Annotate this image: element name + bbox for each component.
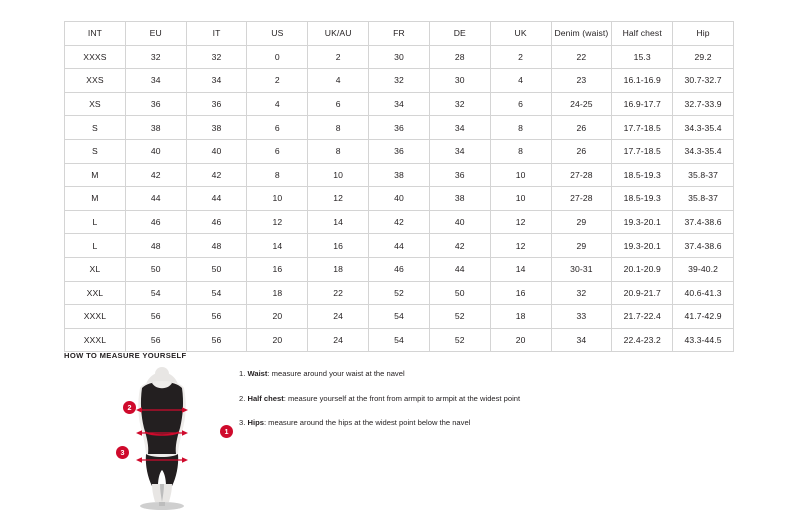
table-cell: 16 — [308, 234, 369, 258]
table-cell: 24 — [308, 305, 369, 329]
table-cell: 4 — [247, 92, 308, 116]
table-cell: 34.3-35.4 — [673, 116, 734, 140]
table-cell: XL — [65, 257, 126, 281]
table-cell: 12 — [490, 234, 551, 258]
table-cell: 18 — [308, 257, 369, 281]
table-cell: 6 — [490, 92, 551, 116]
table-cell: 54 — [369, 328, 430, 352]
table-row — [65, 163, 734, 187]
table-cell: 20.9-21.7 — [612, 281, 673, 305]
table-cell: 44 — [125, 187, 186, 211]
table-cell: 19.3-20.1 — [612, 210, 673, 234]
table-cell: 44 — [429, 257, 490, 281]
table-cell: 22.4-23.2 — [612, 328, 673, 352]
table-cell: 34 — [429, 139, 490, 163]
table-cell: 10 — [490, 163, 551, 187]
table-cell: 38 — [186, 116, 247, 140]
table-cell: 21.7-22.4 — [612, 305, 673, 329]
table-cell: 24 — [308, 328, 369, 352]
table-cell: 40 — [125, 139, 186, 163]
table-cell: M — [65, 187, 126, 211]
table-cell: 40 — [186, 139, 247, 163]
table-cell: 12 — [490, 210, 551, 234]
table-cell: 30-31 — [551, 257, 612, 281]
measure-note-text: : measure yourself at the front from armpit to armpit at the widest point — [283, 393, 521, 403]
table-cell: XXXL — [65, 305, 126, 329]
table-cell: 38 — [369, 163, 430, 187]
table-cell: 36 — [369, 116, 430, 140]
table-cell: 35.8-37 — [673, 163, 734, 187]
table-row — [65, 92, 734, 116]
table-cell: 42 — [429, 234, 490, 258]
table-cell: 43.3-44.5 — [673, 328, 734, 352]
how-to-measure-title: HOW TO MEASURE YOURSELF — [64, 351, 187, 360]
table-row — [65, 281, 734, 305]
table-cell: 12 — [308, 187, 369, 211]
measure-badge-3: 3 — [116, 446, 129, 459]
table-cell: 27-28 — [551, 163, 612, 187]
table-cell: 33 — [551, 305, 612, 329]
table-row — [65, 69, 734, 93]
table-cell: 10 — [247, 187, 308, 211]
table-cell: M — [65, 163, 126, 187]
table-cell: 20.1-20.9 — [612, 257, 673, 281]
table-cell: 32 — [369, 69, 430, 93]
table-cell: 2 — [308, 45, 369, 69]
table-row — [65, 116, 734, 140]
table-cell: 24-25 — [551, 92, 612, 116]
table-cell: 42 — [369, 210, 430, 234]
table-header-row — [65, 22, 734, 46]
size-chart-table-wrapper — [64, 21, 734, 352]
size-chart-body — [65, 45, 734, 352]
table-cell: 30.7-32.7 — [673, 69, 734, 93]
table-cell: 34 — [369, 92, 430, 116]
table-cell: 32 — [186, 45, 247, 69]
table-row — [65, 45, 734, 69]
table-cell: 34.3-35.4 — [673, 139, 734, 163]
table-cell: 20 — [247, 328, 308, 352]
table-cell: 6 — [247, 116, 308, 140]
table-cell: 38 — [125, 116, 186, 140]
table-cell: 56 — [125, 305, 186, 329]
measure-note-term: Waist — [247, 369, 268, 378]
table-header-cell: Hip — [673, 22, 734, 46]
table-cell: 32.7-33.9 — [673, 92, 734, 116]
table-cell: 54 — [125, 281, 186, 305]
table-cell: 46 — [125, 210, 186, 234]
table-cell: S — [65, 116, 126, 140]
table-cell: 44 — [369, 234, 430, 258]
table-header-cell: Denim (waist) — [551, 22, 612, 46]
table-cell: 52 — [429, 305, 490, 329]
table-cell: 34 — [429, 116, 490, 140]
table-cell: 56 — [125, 328, 186, 352]
table-cell: 8 — [308, 139, 369, 163]
table-cell: 8 — [490, 139, 551, 163]
table-cell: 44 — [186, 187, 247, 211]
table-cell: 8 — [308, 116, 369, 140]
table-cell: 20 — [247, 305, 308, 329]
table-cell: 39-40.2 — [673, 257, 734, 281]
table-cell: 36 — [429, 163, 490, 187]
table-cell: 8 — [247, 163, 308, 187]
measure-note-text: : measure around the hips at the widest point below the navel — [263, 418, 471, 427]
table-cell: 18.5-19.3 — [612, 163, 673, 187]
table-cell: L — [65, 234, 126, 258]
size-chart-header — [65, 22, 734, 46]
table-header-cell: INT — [65, 22, 126, 46]
how-to-measure-block — [64, 366, 744, 511]
table-cell: 20 — [490, 328, 551, 352]
table-cell: 56 — [186, 305, 247, 329]
table-cell: 56 — [186, 328, 247, 352]
measure-note-number: 2. — [239, 393, 246, 403]
table-row — [65, 234, 734, 258]
table-cell: 14 — [247, 234, 308, 258]
measure-note-text: : measure around your waist at the navel — [267, 369, 405, 378]
table-cell: L — [65, 210, 126, 234]
table-cell: 8 — [490, 116, 551, 140]
mannequin-figure — [94, 366, 229, 511]
table-header-cell: US — [247, 22, 308, 46]
table-cell: 10 — [490, 187, 551, 211]
table-header-cell: Half chest — [612, 22, 673, 46]
table-cell: 19.3-20.1 — [612, 234, 673, 258]
table-header-cell: IT — [186, 22, 247, 46]
table-cell: 54 — [186, 281, 247, 305]
table-cell: 16 — [247, 257, 308, 281]
measure-badge-1: 1 — [220, 425, 233, 438]
measure-note-term: Hips — [247, 418, 264, 427]
table-row — [65, 187, 734, 211]
table-cell: 4 — [308, 69, 369, 93]
table-cell: 42 — [125, 163, 186, 187]
table-cell: 52 — [369, 281, 430, 305]
table-cell: 32 — [429, 92, 490, 116]
table-header-cell: EU — [125, 22, 186, 46]
table-cell: 16.1-16.9 — [612, 69, 673, 93]
table-cell: 22 — [551, 45, 612, 69]
table-cell: 23 — [551, 69, 612, 93]
measure-badge-2: 2 — [123, 401, 136, 414]
table-cell: 50 — [125, 257, 186, 281]
table-cell: 54 — [369, 305, 430, 329]
table-row — [65, 305, 734, 329]
table-cell: 34 — [186, 69, 247, 93]
table-cell: 52 — [429, 328, 490, 352]
table-cell: XXXL — [65, 328, 126, 352]
table-cell: 46 — [186, 210, 247, 234]
size-chart-table — [64, 21, 734, 352]
table-cell: 0 — [247, 45, 308, 69]
table-cell: XS — [65, 92, 126, 116]
table-row — [65, 210, 734, 234]
table-cell: 41.7-42.9 — [673, 305, 734, 329]
table-cell: 34 — [125, 69, 186, 93]
table-cell: 36 — [369, 139, 430, 163]
table-cell: 37.4-38.6 — [673, 234, 734, 258]
table-cell: 36 — [125, 92, 186, 116]
table-cell: 26 — [551, 116, 612, 140]
table-cell: S — [65, 139, 126, 163]
table-cell: 4 — [490, 69, 551, 93]
table-row — [65, 139, 734, 163]
table-cell: 16.9-17.7 — [612, 92, 673, 116]
table-cell: 36 — [186, 92, 247, 116]
table-cell: 30 — [429, 69, 490, 93]
table-cell: 2 — [247, 69, 308, 93]
table-cell: 35.8-37 — [673, 187, 734, 211]
table-cell: 48 — [125, 234, 186, 258]
table-cell: 14 — [490, 257, 551, 281]
table-cell: 40.6-41.3 — [673, 281, 734, 305]
table-cell: 48 — [186, 234, 247, 258]
table-row — [65, 257, 734, 281]
table-cell: 22 — [308, 281, 369, 305]
table-cell: 17.7-18.5 — [612, 139, 673, 163]
table-cell: 18.5-19.3 — [612, 187, 673, 211]
table-cell: 29.2 — [673, 45, 734, 69]
measure-note — [239, 368, 739, 380]
table-row — [65, 328, 734, 352]
table-cell: 18 — [247, 281, 308, 305]
table-header-cell: UK — [490, 22, 551, 46]
table-cell: 40 — [369, 187, 430, 211]
table-header-cell: FR — [369, 22, 430, 46]
table-cell: 28 — [429, 45, 490, 69]
measure-notes — [239, 368, 739, 442]
table-cell: 50 — [186, 257, 247, 281]
measure-note-term: Half chest — [247, 393, 284, 403]
table-cell: XXS — [65, 69, 126, 93]
table-cell: 40 — [429, 210, 490, 234]
table-header-cell: DE — [429, 22, 490, 46]
table-cell: 14 — [308, 210, 369, 234]
table-cell: 29 — [551, 210, 612, 234]
table-cell: 6 — [308, 92, 369, 116]
table-cell: XXXS — [65, 45, 126, 69]
table-cell: 16 — [490, 281, 551, 305]
table-cell: 30 — [369, 45, 430, 69]
table-cell: 32 — [125, 45, 186, 69]
table-cell: XXL — [65, 281, 126, 305]
table-cell: 32 — [551, 281, 612, 305]
table-cell: 46 — [369, 257, 430, 281]
table-cell: 10 — [308, 163, 369, 187]
table-header-cell: UK/AU — [308, 22, 369, 46]
table-cell: 6 — [247, 139, 308, 163]
table-cell: 26 — [551, 139, 612, 163]
table-cell: 42 — [186, 163, 247, 187]
measure-note-number: 3. — [239, 418, 246, 427]
table-cell: 18 — [490, 305, 551, 329]
table-cell: 12 — [247, 210, 308, 234]
table-cell: 27-28 — [551, 187, 612, 211]
table-cell: 29 — [551, 234, 612, 258]
table-cell: 2 — [490, 45, 551, 69]
measure-note-number: 1. — [239, 369, 246, 378]
table-cell: 15.3 — [612, 45, 673, 69]
table-cell: 50 — [429, 281, 490, 305]
measure-note — [239, 417, 739, 429]
table-cell: 38 — [429, 187, 490, 211]
table-cell: 34 — [551, 328, 612, 352]
measure-note — [239, 393, 739, 405]
table-cell: 17.7-18.5 — [612, 116, 673, 140]
table-cell: 37.4-38.6 — [673, 210, 734, 234]
